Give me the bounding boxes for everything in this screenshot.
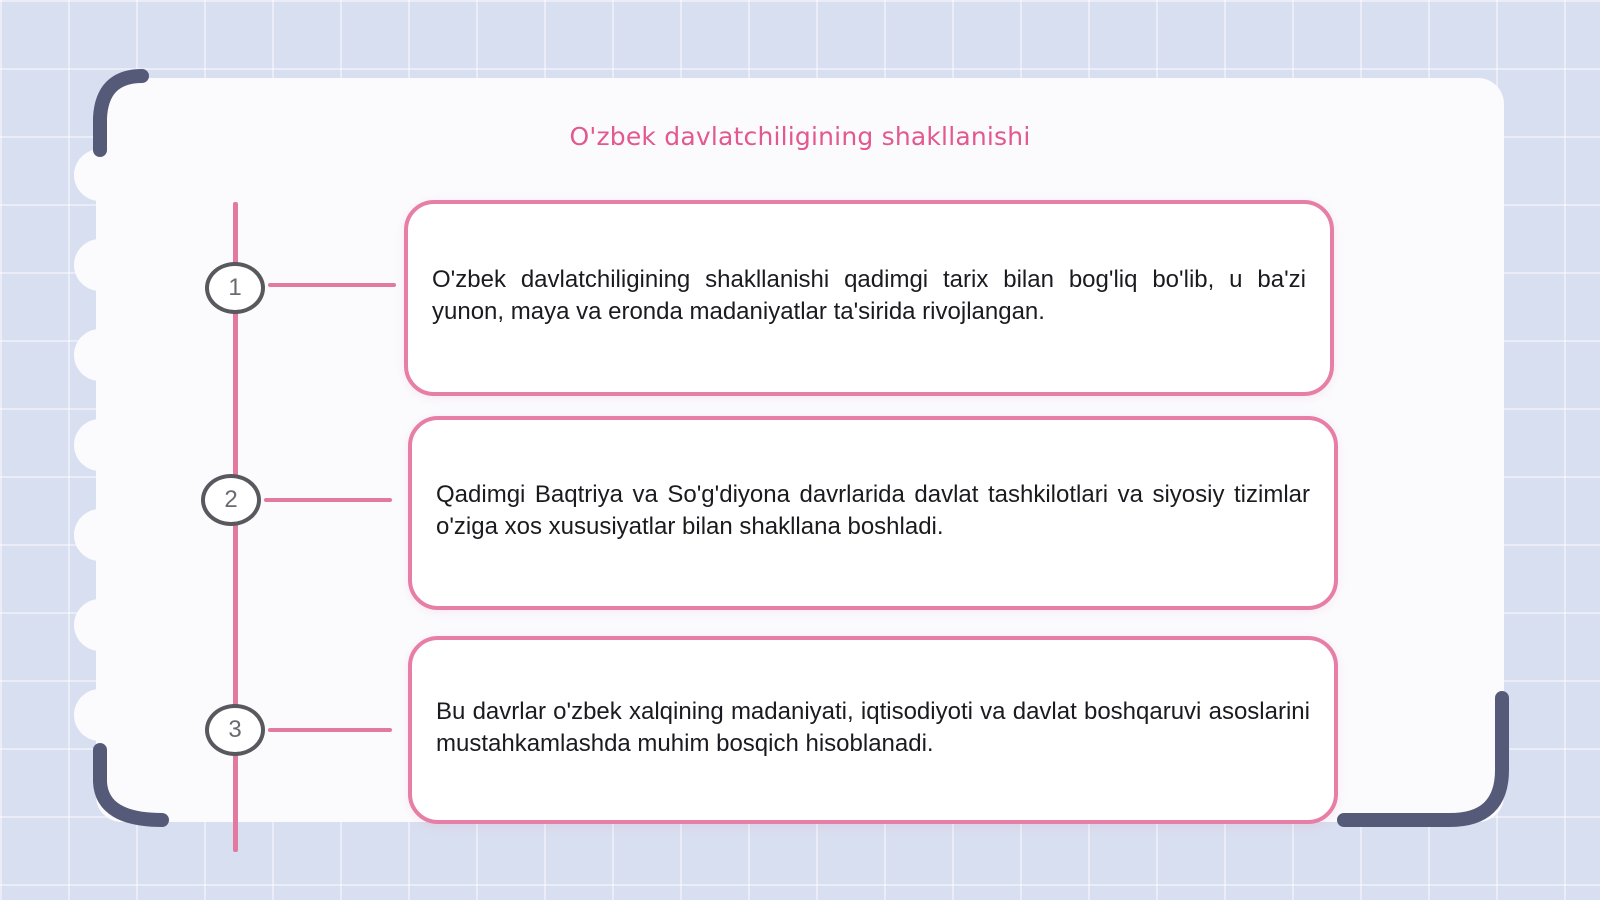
step-2-box xyxy=(408,416,1338,610)
step-3-circle xyxy=(205,704,265,756)
step-2-connector xyxy=(264,498,392,502)
step-2-circle xyxy=(201,474,261,526)
step-1-box xyxy=(404,200,1334,396)
step-3-number: 3 xyxy=(228,716,242,743)
step-2-text: Qadimgi Baqtriya va So'g'diyona davrlarida davlat tashkilotlari va siyosiy tizimlar o'ziga xos xususiyatlar bilan shakllana boshladi. xyxy=(436,481,1310,540)
step-3-text: Bu davrlar o'zbek xalqining madaniyati, iqtisodiyoti va davlat boshqaruvi asoslarini mustahkamlashda muhim bosqich hisoblanadi. xyxy=(436,698,1310,757)
step-1-number: 1 xyxy=(228,274,242,301)
step-3-connector xyxy=(268,728,392,732)
step-1-circle xyxy=(205,262,265,314)
slide-title: O'zbek davlatchiligining shakllanishi xyxy=(569,122,1031,151)
step-2-number: 2 xyxy=(224,486,238,513)
step-1-connector xyxy=(268,283,396,287)
step-3-box xyxy=(408,636,1338,824)
step-1-text: O'zbek davlatchiligining shakllanishi qadimgi tarix bilan bog'liq bo'lib, u ba'zi yunon, maya va eronda madaniyatlar ta'sirida rivojlangan. xyxy=(432,266,1306,325)
